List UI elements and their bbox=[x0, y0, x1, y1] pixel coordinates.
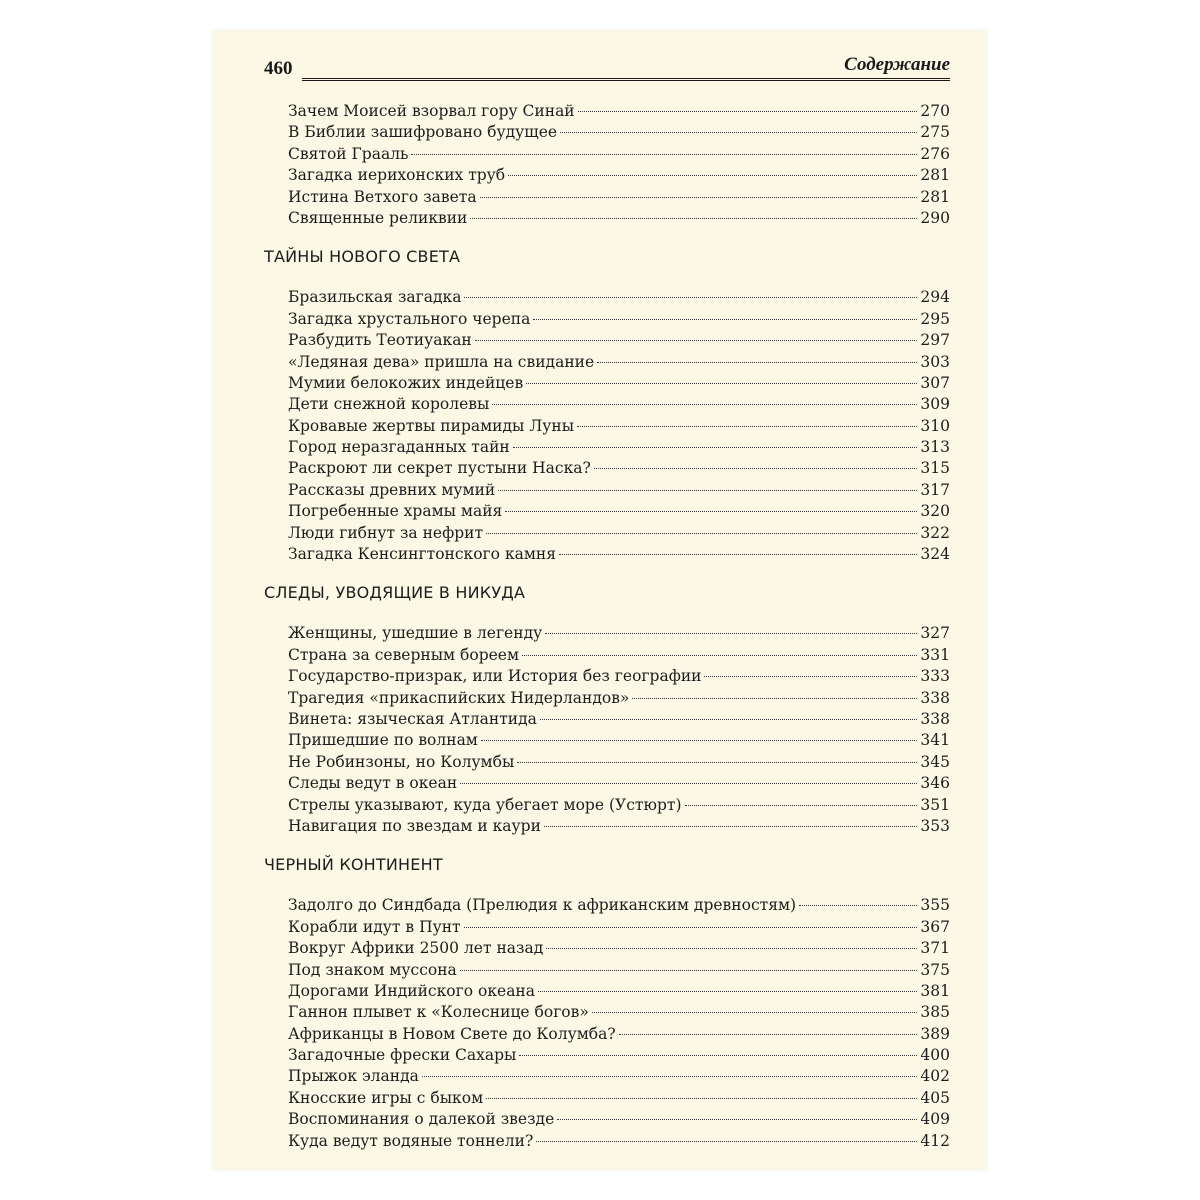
entry-page-number: 338 bbox=[920, 688, 950, 707]
entry-page-number: 355 bbox=[920, 896, 950, 915]
entry-page-number: 381 bbox=[920, 981, 950, 1000]
dot-leader bbox=[522, 655, 917, 656]
entry-page-number: 310 bbox=[920, 416, 950, 435]
entry-title: Не Робинзоны, но Колумбы bbox=[288, 752, 515, 771]
toc-entry bbox=[264, 773, 950, 794]
entry-title: Стрелы указывают, куда убегает море (Устюрт) bbox=[288, 795, 682, 814]
section-title: СЛЕДЫ, УВОДЯЩИЕ В НИКУДА bbox=[264, 583, 526, 603]
dot-leader bbox=[538, 991, 917, 992]
entry-page-number: 409 bbox=[920, 1110, 950, 1129]
entry-title: Бразильская загадка bbox=[288, 288, 462, 307]
page-header bbox=[264, 52, 950, 82]
entry-page-number: 320 bbox=[920, 502, 950, 521]
entry-page-number: 375 bbox=[920, 960, 950, 979]
toc-entry bbox=[264, 122, 950, 143]
book-page bbox=[212, 30, 987, 1170]
entry-page-number: 315 bbox=[920, 459, 950, 478]
entry-title: Трагедия «прикаспийских Нидерландов» bbox=[288, 688, 630, 707]
dot-leader bbox=[544, 826, 918, 827]
dot-leader bbox=[486, 533, 917, 534]
toc-entry bbox=[264, 1045, 950, 1066]
toc-entry bbox=[264, 144, 950, 165]
toc-entry bbox=[264, 309, 950, 330]
dot-leader bbox=[460, 970, 918, 971]
toc-entry bbox=[264, 373, 950, 394]
entry-title: Государство-призрак, или История без географии bbox=[288, 667, 702, 686]
entry-page-number: 281 bbox=[920, 166, 950, 185]
dot-leader bbox=[505, 511, 917, 512]
entry-title: Куда ведут водяные тоннели? bbox=[288, 1131, 534, 1150]
dot-leader bbox=[492, 404, 917, 405]
entry-title: Винета: языческая Атлантида bbox=[288, 709, 537, 728]
entry-page-number: 290 bbox=[920, 208, 950, 227]
dot-leader bbox=[486, 1098, 917, 1099]
entry-title: Загадочные фрески Сахары bbox=[288, 1046, 517, 1065]
page-number: 460 bbox=[264, 58, 293, 79]
toc-entry bbox=[264, 416, 950, 437]
toc-entry bbox=[264, 501, 950, 522]
dot-leader bbox=[594, 468, 918, 469]
section-title: ТАЙНЫ НОВОГО СВЕТА bbox=[264, 247, 461, 267]
toc-entry bbox=[264, 330, 950, 351]
entry-title: Зачем Моисей взорвал гору Синай bbox=[288, 102, 575, 120]
toc-section bbox=[264, 101, 950, 229]
entry-title: Кровавые жертвы пирамиды Луны bbox=[288, 416, 575, 435]
entry-title: Ганнон плывет к «Колеснице богов» bbox=[288, 1003, 589, 1022]
entry-page-number: 367 bbox=[920, 917, 950, 936]
entry-page-number: 327 bbox=[920, 624, 950, 643]
entry-title: Вокруг Африки 2500 лет назад bbox=[288, 939, 544, 958]
header-rule bbox=[302, 78, 950, 83]
toc-entry bbox=[264, 623, 950, 644]
entry-page-number: 341 bbox=[920, 731, 950, 750]
entry-title: Страна за северным бореем bbox=[288, 645, 520, 664]
toc-entry bbox=[264, 917, 950, 938]
entry-title: Воспоминания о далекой звезде bbox=[288, 1110, 555, 1129]
entry-title: Священные реликвии bbox=[288, 208, 468, 227]
dot-leader bbox=[460, 783, 917, 784]
dot-leader bbox=[540, 719, 917, 720]
entry-page-number: 281 bbox=[920, 187, 950, 206]
toc-entry bbox=[264, 795, 950, 816]
toc-entry bbox=[264, 730, 950, 751]
toc-section bbox=[264, 575, 950, 837]
dot-leader bbox=[560, 132, 917, 133]
entry-title: Святой Грааль bbox=[288, 144, 409, 163]
entry-title: В Библии зашифровано будущее bbox=[288, 123, 558, 142]
dot-leader bbox=[475, 340, 918, 341]
dot-leader bbox=[685, 805, 918, 806]
entry-page-number: 346 bbox=[920, 774, 950, 793]
toc-entry bbox=[264, 1088, 950, 1109]
toc-entry bbox=[264, 1002, 950, 1023]
entry-page-number: 400 bbox=[920, 1046, 950, 1065]
dot-leader bbox=[519, 1055, 917, 1056]
toc-entry bbox=[264, 1109, 950, 1130]
toc-entry bbox=[264, 1024, 950, 1045]
dot-leader bbox=[464, 297, 917, 298]
dot-leader bbox=[422, 1076, 918, 1077]
entry-title: Загадка иерихонских труб bbox=[288, 166, 506, 185]
toc-section bbox=[264, 239, 950, 565]
entry-page-number: 275 bbox=[920, 123, 950, 142]
dot-leader bbox=[411, 154, 917, 155]
entry-page-number: 322 bbox=[920, 523, 950, 542]
dot-leader bbox=[597, 362, 917, 363]
dot-leader bbox=[632, 698, 917, 699]
toc-entry bbox=[264, 458, 950, 479]
entry-title: Истина Ветхого завета bbox=[288, 187, 477, 206]
entry-page-number: 405 bbox=[920, 1088, 950, 1107]
entry-page-number: 295 bbox=[920, 309, 950, 328]
entry-title: Навигация по звездам и каури bbox=[288, 816, 541, 835]
section-title: ЧЕРНЫЙ КОНТИНЕНТ bbox=[264, 855, 443, 875]
toc-entry bbox=[264, 352, 950, 373]
entry-page-number: 385 bbox=[920, 1003, 950, 1022]
dot-leader bbox=[508, 175, 917, 176]
toc-entry bbox=[264, 816, 950, 837]
toc-section bbox=[264, 847, 950, 1152]
toc-entry bbox=[264, 895, 950, 916]
dot-leader bbox=[513, 447, 918, 448]
entry-title: Корабли идут в Пунт bbox=[288, 917, 461, 936]
entry-title: Погребенные храмы майя bbox=[288, 502, 503, 521]
entry-page-number: 294 bbox=[920, 288, 950, 307]
dot-leader bbox=[526, 383, 917, 384]
dot-leader bbox=[480, 197, 918, 198]
entry-title: Мумии белокожих индейцев bbox=[288, 373, 524, 392]
dot-leader bbox=[704, 676, 917, 677]
dot-leader bbox=[545, 633, 917, 634]
entry-page-number: 353 bbox=[920, 816, 950, 835]
toc-entry bbox=[264, 165, 950, 186]
entry-page-number: 324 bbox=[920, 545, 950, 564]
entry-page-number: 333 bbox=[920, 667, 950, 686]
entry-page-number: 331 bbox=[920, 645, 950, 664]
dot-leader bbox=[533, 319, 917, 320]
toc-entry bbox=[264, 960, 950, 981]
entry-page-number: 345 bbox=[920, 752, 950, 771]
toc-entry bbox=[264, 187, 950, 208]
toc-entry bbox=[264, 666, 950, 687]
entry-page-number: 338 bbox=[920, 709, 950, 728]
entry-title: Раскроют ли секрет пустыни Наска? bbox=[288, 459, 591, 478]
dot-leader bbox=[578, 111, 918, 112]
dot-leader bbox=[619, 1034, 918, 1035]
entry-title: Загадка Кенсингтонского камня bbox=[288, 545, 557, 564]
entry-page-number: 297 bbox=[920, 331, 950, 350]
dot-leader bbox=[464, 927, 918, 928]
entry-page-number: 313 bbox=[920, 438, 950, 457]
dot-leader bbox=[498, 490, 917, 491]
dot-leader bbox=[470, 218, 917, 219]
entry-title: Город неразгаданных тайн bbox=[288, 438, 510, 457]
toc-entry bbox=[264, 709, 950, 730]
toc-entry bbox=[264, 1066, 950, 1087]
entry-title: Под знаком муссона bbox=[288, 960, 457, 979]
entry-title: Разбудить Теотиуакан bbox=[288, 331, 472, 350]
entry-page-number: 351 bbox=[920, 795, 950, 814]
entry-title: Женщины, ушедшие в легенду bbox=[288, 624, 543, 643]
dot-leader bbox=[557, 1119, 917, 1120]
entry-page-number: 389 bbox=[920, 1024, 950, 1043]
entry-page-number: 270 bbox=[920, 102, 950, 120]
entry-title: Прыжок эланда bbox=[288, 1067, 419, 1086]
entry-page-number: 371 bbox=[920, 939, 950, 958]
dot-leader bbox=[559, 554, 917, 555]
entry-title: Люди гибнут за нефрит bbox=[288, 523, 484, 542]
toc-entry bbox=[264, 938, 950, 959]
table-of-contents bbox=[264, 101, 950, 1152]
toc-entry bbox=[264, 480, 950, 501]
entry-title: Задолго до Синдбада (Прелюдия к африканским древностям) bbox=[288, 896, 797, 915]
entry-page-number: 309 bbox=[920, 395, 950, 414]
dot-leader bbox=[517, 762, 917, 763]
toc-entry bbox=[264, 208, 950, 229]
entry-title: Дети снежной королевы bbox=[288, 395, 490, 414]
toc-entry bbox=[264, 101, 950, 122]
entry-title: Загадка хрустального черепа bbox=[288, 309, 531, 328]
entry-page-number: 412 bbox=[920, 1131, 950, 1150]
toc-entry bbox=[264, 981, 950, 1002]
toc-entry bbox=[264, 752, 950, 773]
toc-entry bbox=[264, 1131, 950, 1152]
entry-page-number: 307 bbox=[920, 373, 950, 392]
dot-leader bbox=[799, 905, 917, 906]
dot-leader bbox=[536, 1141, 917, 1142]
toc-entry bbox=[264, 287, 950, 308]
toc-entry bbox=[264, 437, 950, 458]
dot-leader bbox=[592, 1012, 918, 1013]
toc-entry bbox=[264, 544, 950, 565]
toc-entry bbox=[264, 645, 950, 666]
dot-leader bbox=[481, 740, 918, 741]
entry-title: Дорогами Индийского океана bbox=[288, 981, 536, 1000]
entry-title: Пришедшие по волнам bbox=[288, 731, 478, 750]
entry-title: Африканцы в Новом Свете до Колумба? bbox=[288, 1024, 616, 1043]
dot-leader bbox=[546, 948, 917, 949]
entry-title: Следы ведут в океан bbox=[288, 774, 458, 793]
toc-entry bbox=[264, 523, 950, 544]
entry-title: Рассказы древних мумий bbox=[288, 480, 496, 499]
running-title: Содержание bbox=[844, 54, 950, 75]
entry-page-number: 402 bbox=[920, 1067, 950, 1086]
dot-leader bbox=[577, 426, 917, 427]
entry-page-number: 276 bbox=[920, 144, 950, 163]
entry-page-number: 317 bbox=[920, 480, 950, 499]
toc-entry bbox=[264, 688, 950, 709]
toc-entry bbox=[264, 394, 950, 415]
entry-page-number: 303 bbox=[920, 352, 950, 371]
entry-title: Кносские игры с быком bbox=[288, 1088, 484, 1107]
entry-title: «Ледяная дева» пришла на свидание bbox=[288, 352, 595, 371]
